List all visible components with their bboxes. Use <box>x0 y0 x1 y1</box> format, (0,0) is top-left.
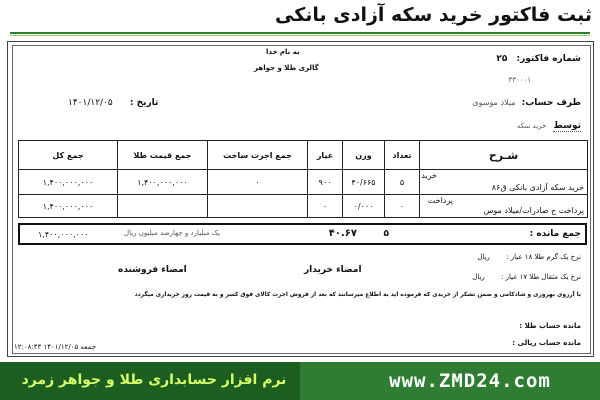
row-total: ۱,۴۰۰,۰۰۰,۰۰۰ <box>19 170 118 195</box>
date-field <box>68 98 158 108</box>
buyer-signature-label: امضاء خریدار <box>304 265 362 275</box>
page-title: ثبت فاکتور خرید سکه آزادی بانکی <box>275 4 592 26</box>
items-table <box>18 140 588 218</box>
summary-weight: ۴۰.۶۷ <box>328 228 357 239</box>
rate-18k-field <box>477 253 581 261</box>
summary-label: جمع مانده : <box>529 229 581 239</box>
promo-slogan: نرم افزار حسابداری طلا و جواهر زمرد <box>21 372 287 388</box>
print-timestamp: جمعه ۱۴۰۱/۱۲/۰۵ ۱۲:۰۸:۴۳ <box>14 343 97 351</box>
row-weight: ۴۰/۶۶۵ <box>343 170 385 195</box>
account-field <box>472 98 581 108</box>
table-row <box>19 170 588 195</box>
row-purity: ۹۰۰ <box>308 170 343 195</box>
by-field <box>517 121 581 132</box>
invoice-document <box>7 41 594 357</box>
by-value: خرید سکه <box>516 122 547 130</box>
row-labor: ۰ <box>208 170 308 195</box>
by-label: توسط <box>553 121 581 131</box>
row-count: ۵ <box>385 170 420 195</box>
row-description <box>420 195 588 218</box>
row-description-text: خرید سکه آزادی بانکی ق۸۶ <box>491 183 584 192</box>
row-description <box>420 170 588 195</box>
account-value: میلاد موسوی <box>472 98 516 107</box>
header-note-gallery: گالری طلا و جواهر <box>254 64 319 72</box>
rate-17k-currency: ریال <box>472 273 485 281</box>
rate-17k-field <box>472 273 581 281</box>
summary-row <box>18 223 587 245</box>
rate-18k-label: نرخ یک گرم طلا ۱۸ عیار : <box>506 253 581 261</box>
invoice-number-field <box>496 54 581 64</box>
promo-url-link[interactable]: www.ZMD24.com <box>389 370 551 392</box>
header-count: تعداد <box>385 141 420 170</box>
invoice-number-value: ۲۵ <box>496 54 508 64</box>
header-note-bismillah: به نام خدا <box>266 48 300 56</box>
row-count: ۰ <box>385 195 420 218</box>
invoice-sub-number: ۳۳۰۰۰۱ <box>508 76 531 84</box>
title-divider-accent <box>10 35 590 36</box>
row-labor <box>208 195 308 218</box>
row-total: ۱,۴۰۰,۰۰۰,۰۰۰ <box>19 195 118 218</box>
header-purity: عیار <box>308 141 343 170</box>
date-value: ۱۴۰۱/۱۲/۰۵ <box>68 98 113 108</box>
date-label: تاریخ : <box>129 98 159 108</box>
rial-balance-label: مانده حساب ریالی : <box>512 339 581 347</box>
header-labor: جمع اجرت ساخت <box>208 141 308 170</box>
row-type: پرداخت <box>427 196 453 205</box>
closing-notice: با آرزوی بهروزی و شادکامی و ضمن تشکر از خریدی که فرموده اید به اطلاع میرسانند که بعد از فروش اجرت کالای فوق کسر و به قیمت روز خریداری میگردد <box>134 292 581 298</box>
header-total: جمع کل <box>19 141 118 170</box>
rate-18k-currency: ریال <box>477 253 490 261</box>
title-divider <box>10 32 590 34</box>
summary-total: ۱,۴۰۰,۰۰۰,۰۰۰ <box>38 230 89 239</box>
table-row <box>19 195 588 218</box>
summary-words: یک میلیارد و چهارصد میلیون ریال <box>124 229 220 237</box>
account-label: طرف حساب: <box>521 98 581 108</box>
table-header-row <box>19 141 588 170</box>
row-gold-price: ۱,۴۰۰,۰۰۰,۰۰۰ <box>118 170 208 195</box>
invoice-number-label: شماره فاکتور: <box>516 54 581 64</box>
seller-signature-label: امضاء فروشنده <box>118 265 187 275</box>
rate-17k-label: نرخ یک مثقال طلا ۱۷ عیار : <box>501 273 581 281</box>
row-gold-price <box>118 195 208 218</box>
row-weight: ۰/۰۰۰ <box>343 195 385 218</box>
header-gold-price: جمع قیمت طلا <box>118 141 208 170</box>
header-description: شـرح <box>420 141 588 170</box>
header-weight: وزن <box>343 141 385 170</box>
summary-count: ۵ <box>383 229 389 239</box>
row-type: خرید <box>421 171 437 180</box>
row-description-text: پرداخت ح صادرات/میلاد موس <box>483 206 584 215</box>
gold-balance-label: مانده حساب طلا : <box>519 322 581 330</box>
row-purity: ۰ <box>308 195 343 218</box>
promo-banner <box>0 362 600 400</box>
